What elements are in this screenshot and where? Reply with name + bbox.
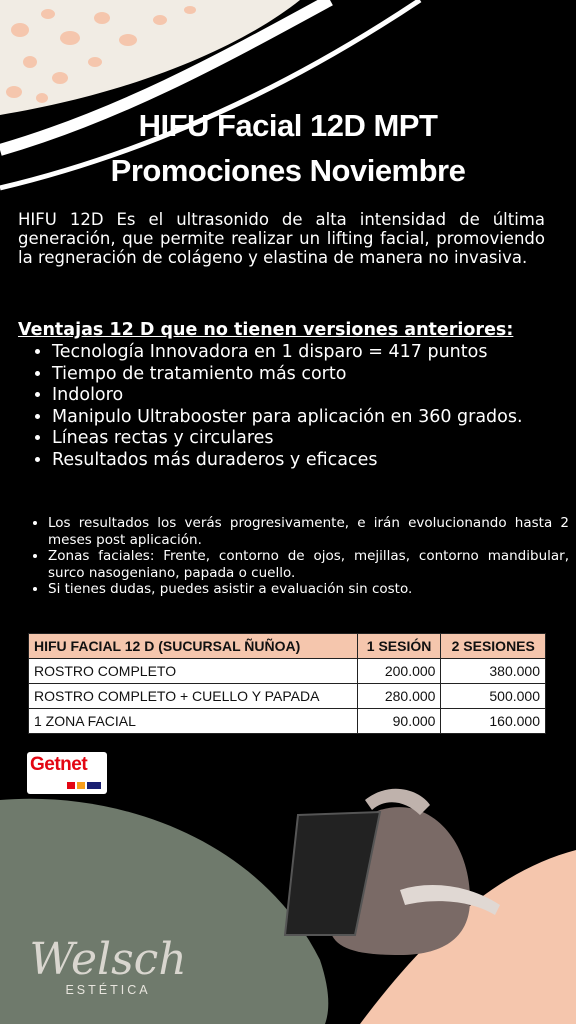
price-table [28, 633, 546, 734]
table-cell: 1 ZONA FACIAL [29, 709, 358, 734]
advantage-item: • Resultados más duraderos y eficaces [52, 450, 569, 472]
getnet-logo-text: Getnet [30, 754, 88, 775]
table-header-cell: 2 SESIONES [441, 634, 546, 659]
brand-subtitle: ESTÉTICA [65, 983, 151, 997]
table-cell: ROSTRO COMPLETO [29, 659, 358, 684]
intro-paragraph: HIFU 12D Es el ultrasonido de alta intensidad de última generación, que permite realizar un lifting facial, promoviendo la regneración de colágeno y elastina de manera no invasiva. [18, 210, 545, 267]
getnet-logo [27, 752, 107, 794]
table-row [29, 659, 546, 684]
brand-name: Welsch [29, 934, 187, 985]
advantage-item: • Manipulo Ultrabooster para aplicación en 360 grados. [52, 407, 569, 429]
table-row [29, 684, 546, 709]
table-cell: 380.000 [441, 659, 546, 684]
table-header-cell: HIFU FACIAL 12 D (SUCURSAL ÑUÑOA) [29, 634, 358, 659]
table-cell: 90.000 [357, 709, 441, 734]
note-item: • Los resultados los verás progresivamente, e irán evolucionando hasta 2 meses post aplicación. [48, 515, 569, 548]
notes-list [24, 515, 569, 598]
title-line-2: Promociones Noviembre [110, 153, 466, 188]
table-header-cell: 1 SESIÓN [357, 634, 441, 659]
note-item: • Zonas faciales: Frente, contorno de ojos, mejillas, contorno mandibular, surco nasogeniano, papada o cuello. [48, 548, 569, 581]
table-cell: 200.000 [357, 659, 441, 684]
table-row [29, 709, 546, 734]
advantages-list [28, 342, 569, 471]
table-header-row [29, 634, 546, 659]
advantage-item: • Tecnología Innovadora en 1 disparo = 417 puntos [52, 342, 569, 364]
advantage-item: • Tiempo de tratamiento más corto [52, 364, 569, 386]
table-cell: ROSTRO COMPLETO + CUELLO Y PAPADA [29, 684, 358, 709]
title-line-1: HIFU Facial 12D MPT [138, 108, 438, 143]
table-cell: 160.000 [441, 709, 546, 734]
table-cell: 280.000 [357, 684, 441, 709]
note-item: • Si tienes dudas, puedes asistir a evaluación sin costo. [48, 581, 569, 598]
table-cell: 500.000 [441, 684, 546, 709]
advantages-title: Ventajas 12 D que no tienen versiones anteriores: [18, 320, 514, 340]
brand-logo [28, 935, 188, 997]
advantage-item: • Indoloro [52, 385, 569, 407]
card-brands-icon [67, 782, 103, 790]
advantage-item: • Líneas rectas y circulares [52, 428, 569, 450]
